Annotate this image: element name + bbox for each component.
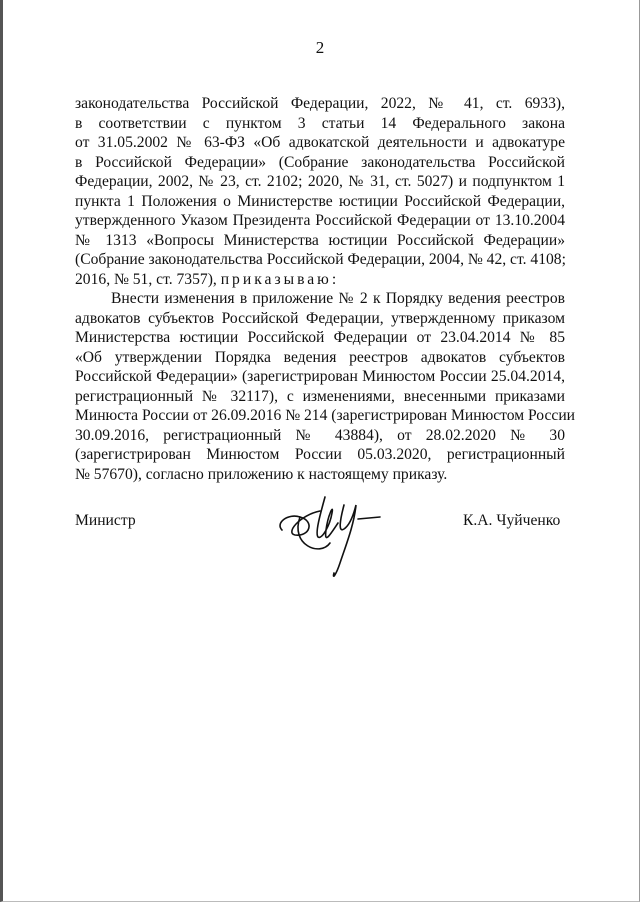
text-line: Федерации, 2002, № 23, ст. 2102; 2020, № 31, ст. 5027) и подпунктом 1 (75, 173, 565, 190)
text-line: Внести изменения в приложение № 2 к Порядку ведения реестров (111, 290, 565, 308)
page-number: 2 (315, 38, 325, 57)
paragraph-2 (75, 289, 576, 484)
text-line: регистрационный № 32117), с изменениями, внесенными приказами (75, 387, 565, 405)
signatory-name: К.А. Чуйченко (463, 512, 561, 529)
signatory-title: Министр (75, 512, 136, 529)
citation-text: 2016, № 51, ст. 7357), (75, 270, 217, 288)
text-line: Министерства юстиции Российской Федерации от 23.04.2014 № 85 (75, 329, 565, 347)
text-line: № 1313 «Вопросы Министерства юстиции Российской Федерации» (75, 231, 565, 249)
text-line: в Российской Федерации» (Собрание законодательства Российской (75, 153, 565, 171)
text-line: № 57670), согласно приложению к настоящему приказу. (75, 465, 448, 483)
text-line: пункта 1 Положения о Министерстве юстиции Российской Федерации, (75, 192, 565, 210)
text-line: в соответствии с пунктом 3 статьи 14 Федерального закона (75, 114, 565, 132)
text-line: утвержденного Указом Президента Российской Федерации от 13.10.2004 (75, 212, 565, 229)
paragraph-1 (75, 94, 565, 289)
text-line: от 31.05.2002 № 63-ФЗ «Об адвокатской деятельности и адвокатуре (75, 134, 565, 151)
text-line: Минюста России от 26.09.2016 № 214 (зарегистрирован Минюстом России (75, 407, 576, 425)
text-line: законодательства Российской Федерации, 2022, № 41, ст. 6933), (75, 95, 565, 112)
text-line: (Собрание законодательства Российской Федерации, 2004, № 42, ст. 4108; (75, 251, 566, 268)
text-line: «Об утверждении Порядка ведения реестров адвокатов субъектов (75, 348, 565, 366)
handwritten-signature (270, 485, 410, 585)
text-line: 30.09.2016, регистрационный № 43884), от 28.02.2020 № 30 (75, 426, 565, 444)
text-line: Российской Федерации» (зарегистрирован Минюстом России 25.04.2014, (75, 368, 565, 386)
text-line: (зарегистрирован Минюстом России 05.03.2020, регистрационный (75, 446, 565, 464)
text-line (75, 270, 565, 290)
text-line: адвокатов субъектов Российской Федерации, утвержденному приказом (75, 309, 565, 327)
document-body (75, 94, 576, 484)
order-word: приказываю: (220, 270, 340, 288)
